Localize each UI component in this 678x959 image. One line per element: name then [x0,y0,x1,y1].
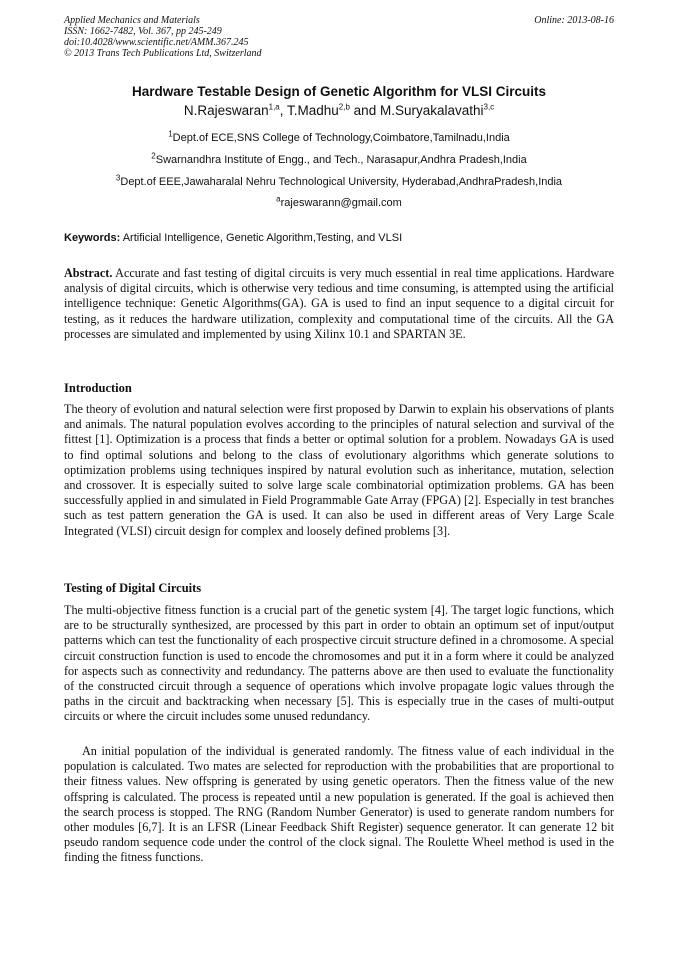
contact-email [64,194,614,210]
affiliation-2-text: Swarnandhra Institute of Engg., and Tech., Narasapur,Andhra Pradesh,India [155,154,527,166]
keywords [64,232,614,244]
author-2-sup: 2,b [338,102,350,112]
email-text: rajeswarann@gmail.com [280,197,402,209]
journal-name: Applied Mechanics and Materials [64,15,200,26]
author-3: M.Suryakalavathi [379,103,484,118]
affiliation-2-sup: 2 [151,151,156,161]
issn-line: ISSN: 1662-7482, Vol. 367, pp 245-249 [64,26,222,37]
abstract-text: Accurate and fast testing of digital circuits is very much essential in real time applications. Hardware analysis of digital circuits, which is otherwise very tedious and time consuming, is attempted using the artificial intelligence technique: Genetic Algorithms(GA). GA is used to find an input sequence to a digital circuit for testing, as it reduces the hardware utilization, complexity and computational time of the circuits. All the GA processes are simulated and implemented by using Xilinx 10.1 and SPARTAN 3E. [64,266,614,341]
email-sup: a [276,194,281,204]
affiliation-3-sup: 3 [115,173,121,183]
copyright-line: © 2013 Trans Tech Publications Ltd, Switzerland [64,48,262,59]
testing-paragraph-1: The multi-objective fitness function is a crucial part of the genetic system [4]. The target logic functions, which are to be structurally synthesized, are processed by this part in order to obtain an optimum set of input/output patterns which can test the functionality of each prospective circuit structure defined in a chromosome. A special circuit construction function is used to encode the chromosomes and put it in a form where it could be analyzed for aspects such as connectivity and redundancy. The patterns above are then used to evaluate the functionality of the constructed circuit through a sequence of operations which involve propagate logic values through the paths in the circuit and backtracking when necessary [5]. This is especially true in the cases of multi-output circuits or where the circuit includes some unused redundancy. [64,603,614,724]
abstract-label: Abstract. [64,266,113,280]
author-1: N.Rajeswaran [183,103,269,118]
abstract [64,266,614,342]
doi-line: doi:10.4028/www.scientific.net/AMM.367.245 [64,37,249,48]
author-separator: , [279,103,288,118]
affiliation-2 [64,151,614,167]
introduction-paragraph: The theory of evolution and natural selection were first proposed by Darwin to explain his observations of plants and animals. The natural population evolves according to the principles of natural selection and survival of the fittest [1]. Optimization is a process that finds a better or optimal solution for a problem. Nowadays GA is used to find optimal solutions and belong to the class of evolutionary algorithms which generate solutions to optimization problems using techniques inspired by natural evolution such as inheritance, mutation, selection and crossover. It is especially suited to solve large scale combinatorial optimization problems. GA has been successfully applied in and simulated in Field Programmable Gate Array (FPGA) [2]. Especially in test branches such as test pattern generation the GA is used. It can also be used in different areas of Very Large Scale Integrated (VLSI) circuit design for complex and loosely defined problems [3]. [64,402,614,538]
author-2: T.Madhu [287,103,339,118]
online-date: Online: 2013-08-16 [534,15,614,26]
affiliation-3 [64,173,614,189]
section-heading-introduction: Introduction [64,381,132,395]
affiliation-1-sup: 1 [168,129,173,139]
author-list [64,103,614,118]
paper-title: Hardware Testable Design of Genetic Algorithm for VLSI Circuits [131,84,547,99]
testing-paragraph-2: An initial population of the individual is generated randomly. The fitness value of each individual in the population is calculated. Two mates are selected for reproduction with the probabilities that are proportional to their fitness values. New offspring is generated by using genetic operators. Then the fitness value of the new offspring is calculated. The process is repeated until a new population is generated. If the goal is achieved then the search process is stopped. The RNG (Random Number Generator) is used to generate random numbers for other modules [6,7]. It is an LFSR (Linear Feedback Shift Register) sequence generator. It can generate 12 bit pseudo random sequence code under the control of the clock signal. The Roulette Wheel method is used in the finding the fitness functions. [64,744,614,865]
author-1-sup: 1,a [268,102,280,112]
author-separator: and [349,103,380,118]
author-3-sup: 3,c [483,102,495,112]
affiliation-1 [64,129,614,145]
affiliation-3-text: Dept.of EEE,Jawaharalal Nehru Technological University, Hyderabad,AndhraPradesh,India [120,176,563,188]
journal-header [64,15,262,59]
keywords-label: Keywords: [64,232,121,244]
affiliation-1-text: Dept.of ECE,SNS College of Technology,Coimbatore,Tamilnadu,India [172,132,510,144]
section-heading-testing: Testing of Digital Circuits [64,581,202,595]
keywords-text: Artificial Intelligence, Genetic Algorithm,Testing, and VLSI [120,232,403,244]
